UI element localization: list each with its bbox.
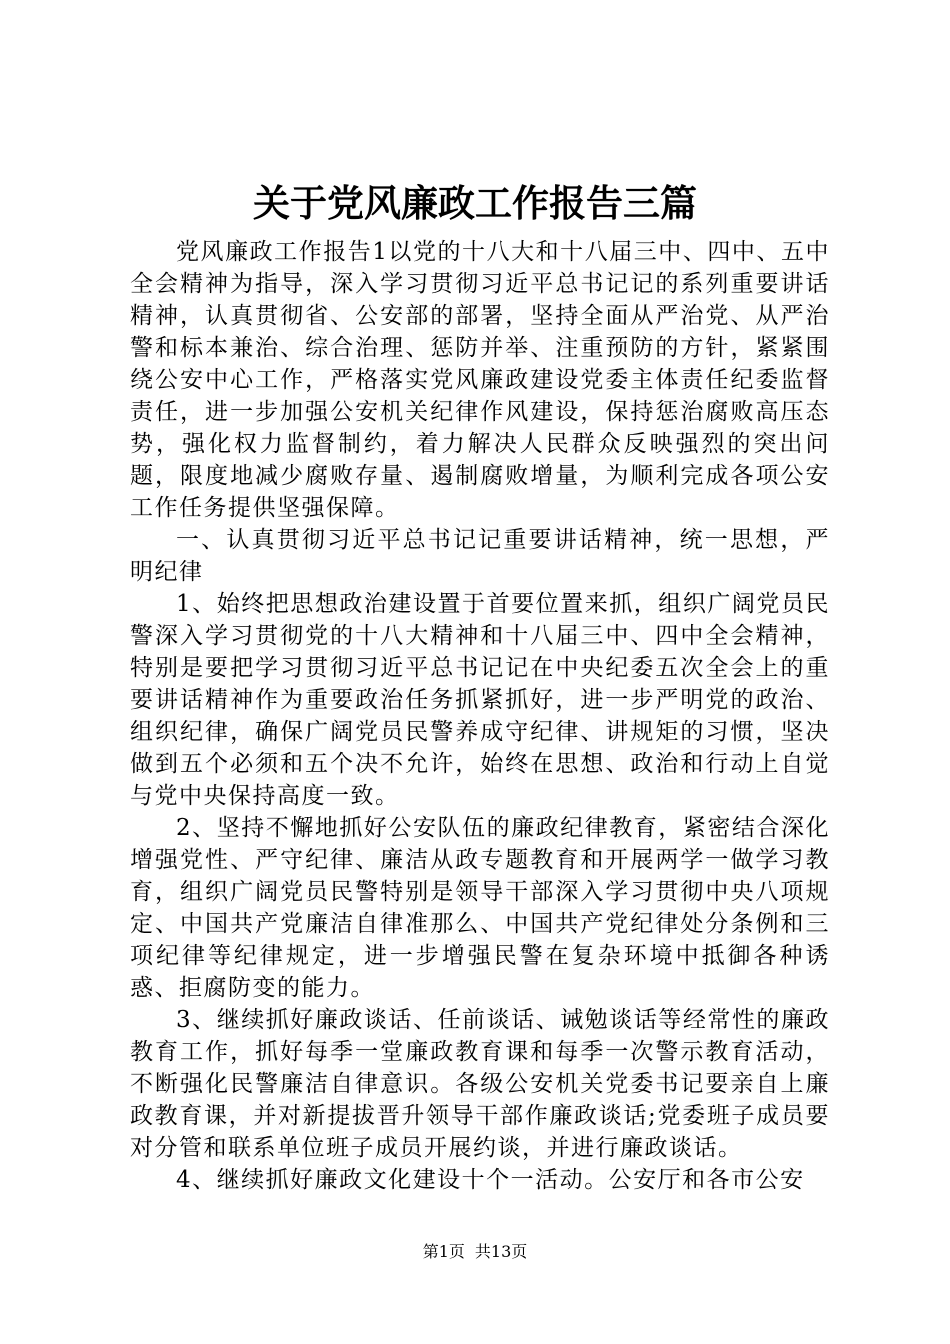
page-number: 第1页 — [422, 1242, 465, 1261]
document-title: 关于党风廉政工作报告三篇 — [253, 181, 697, 225]
page-footer — [0, 1240, 950, 1264]
paragraph-item-3: 3、继续抓好廉政谈话、任前谈话、诫勉谈话等经常性的廉政教育工作，抓好每季一堂廉政教育课和每季一次警示教育活动，不断强化民警廉洁自律意识。各级公安机关党委书记要亲自上廉政教育课，并对新提拔晋升领导干部作廉政谈话;党委班子成员要对分管和联系单位班子成员开展约谈，并进行廉政谈话。 — [130, 1007, 830, 1161]
paragraph-item-2: 2、坚持不懈地抓好公安队伍的廉政纪律教育，紧密结合深化增强党性、严守纪律、廉洁从政专题教育和开展两学一做学习教育，组织广阔党员民警特别是领导干部深入学习贯彻中央八项规定、中国共产党廉洁自律准那么、中国共产党纪律处分条例和三项纪律等纪律规定，进一步增强民警在复杂环境中抵御各种诱惑、拒腐防变的能力。 — [130, 815, 830, 1001]
section-heading-1: 一、认真贯彻习近平总书记记重要讲话精神，统一思想，严明纪律 — [130, 527, 830, 585]
paragraph-intro: 党风廉政工作报告1以党的十八大和十八届三中、四中、五中全会精神为指导，深入学习贯彻习近平总书记记的系列重要讲话精神，认真贯彻省、公安部的部署，坚持全面从严治党、从严治警和标本兼治、综合治理、惩防并举、注重预防的方针，紧紧围绕公安中心工作，严格落实党风廉政建设党委主体责任纪委监督责任，进一步加强公安机关纪律作风建设，保持惩治腐败高压态势，强化权力监督制约，着力解决人民群众反映强烈的突出问题，限度地减少腐败存量、遏制腐败增量，为顺利完成各项公安工作任务提供坚强保障。 — [130, 239, 830, 521]
page-total: 共13页 — [474, 1242, 528, 1261]
paragraph-item-1: 1、始终把思想政治建设置于首要位置来抓，组织广阔党员民警深入学习贯彻党的十八大精神和十八届三中、四中全会精神，特别是要把学习贯彻习近平总书记记在中央纪委五次全会上的重要讲话精神作为重要政治任务抓紧抓好，进一步严明党的政治、组织纪律，确保广阔党员民警养成守纪律、讲规矩的习惯，坚决做到五个必须和五个决不允许，始终在思想、政治和行动上自觉与党中央保持高度一致。 — [130, 591, 830, 809]
document-body — [130, 236, 830, 1196]
paragraph-item-4: 4、继续抓好廉政文化建设十个一活动。公安厅和各市公安 — [176, 1167, 805, 1193]
